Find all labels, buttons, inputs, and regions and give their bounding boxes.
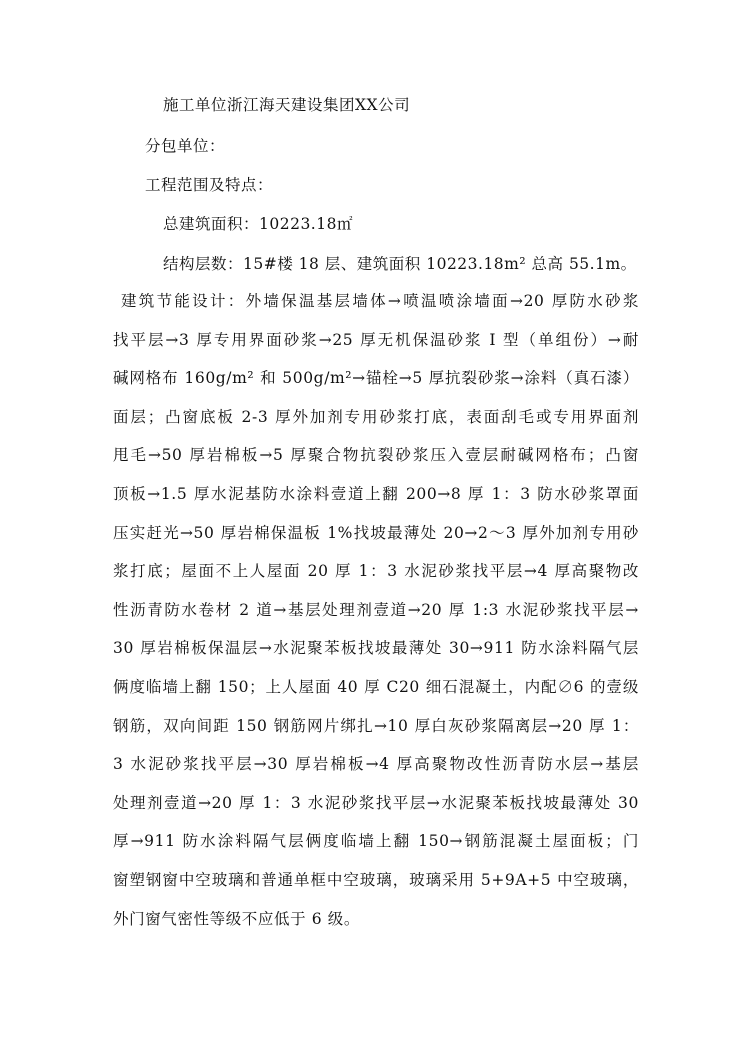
paragraph-line: 压实赶光→50 厚岩棉保温板 1%找坡最薄处 20→2～3 厚外加剂专用砂 — [113, 523, 639, 542]
paragraph-line: 30 厚岩棉板保温层→水泥聚苯板找坡最薄处 30→911 防水涂料隔气层 — [113, 639, 639, 658]
structure-info: 结构层数：15#楼 18 层、建筑面积 10223.18m² 总高 55.1m。 — [163, 255, 637, 273]
construction-unit: 施工单位浙江海天建设集团XX公司 — [163, 96, 411, 114]
paragraph-line: 外门窗气密性等级不应低于 6 级。 — [113, 909, 360, 928]
paragraph-line: 建筑节能设计：外墙保温基层墙体→喷温喷涂墙面→20 厚防水砂浆 — [121, 292, 639, 310]
energy-design-paragraph — [113, 291, 639, 947]
paragraph-line: 厚→911 防水涂料隔气层俩度临墙上翻 150→钢筋混凝土屋面板；门 — [113, 832, 639, 851]
total-area: 总建筑面积：10223.18㎡ — [163, 215, 353, 233]
paragraph-line: 性沥青防水卷材 2 道→基层处理剂壹道→20 厚 1:3 水泥砂浆找平层→ — [113, 600, 639, 619]
paragraph-line: 钢筋，双向间距 150 钢筋网片绑扎→10 厚白灰砂浆隔离层→20 厚 1： — [113, 716, 639, 735]
paragraph-line: 3 水泥砂浆找平层→30 厚岩棉板→4 厚高聚物改性沥青防水层→基层 — [113, 755, 639, 774]
paragraph-line: 处理剂壹道→20 厚 1：3 水泥砂浆找平层→水泥聚苯板找坡最薄处 30 — [113, 793, 639, 812]
paragraph-line: 找平层→3 厚专用界面砂浆→25 厚无机保温砂浆 I 型（单组份）→耐 — [113, 330, 639, 349]
paragraph-line: 俩度临墙上翻 150；上人屋面 40 厚 C20 细石混凝土，内配∅6 的壹级 — [113, 677, 639, 696]
paragraph-line: 碱网格布 160g/m² 和 500g/m²→锚栓→5 厚抗裂砂浆→涂料（真石漆） — [113, 369, 639, 388]
paragraph-line: 浆打底；屋面不上人屋面 20 厚 1：3 水泥砂浆找平层→4 厚高聚物改 — [113, 562, 639, 581]
paragraph-line: 顶板→1.5 厚水泥基防水涂料壹道上翻 200→8 厚 1：3 防水砂浆罩面 — [113, 484, 639, 503]
paragraph-line: 面层；凸窗底板 2-3 厚外加剂专用砂浆打底，表面刮毛或专用界面剂 — [113, 407, 639, 426]
paragraph-line: 甩毛→50 厚岩棉板→5 厚聚合物抗裂砂浆压入壹层耐碱网格布；凸窗 — [113, 446, 639, 465]
scope-title: 工程范围及特点： — [145, 176, 274, 194]
paragraph-line: 窗塑钢窗中空玻璃和普通单框中空玻璃，玻璃采用 5+9A+5 中空玻璃， — [113, 870, 639, 889]
subcontractor-label: 分包单位： — [145, 137, 226, 155]
